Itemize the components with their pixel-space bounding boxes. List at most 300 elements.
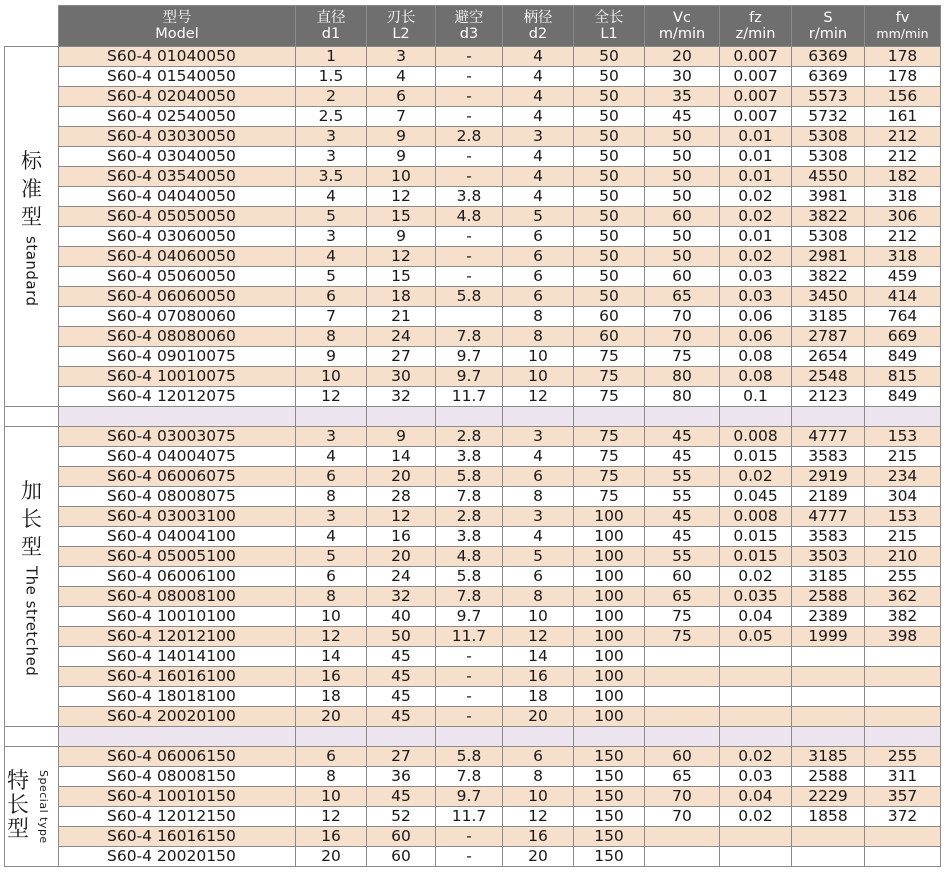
spacer-cell	[367, 727, 436, 747]
cell-l2: 7	[367, 107, 436, 127]
cell-l2: 28	[367, 487, 436, 507]
cell-model: S60-4 20020100	[59, 707, 296, 727]
cell-d2: 20	[503, 847, 574, 867]
cell-d1: 12	[296, 807, 367, 827]
cell-l1: 50	[574, 227, 645, 247]
spacer-cell	[792, 407, 865, 427]
section-label-box	[5, 770, 58, 844]
cell-l2: 3	[367, 47, 436, 67]
header-d1: 直径 d1	[296, 6, 367, 47]
cell-model: S60-4 06060050	[59, 287, 296, 307]
header-section	[5, 6, 59, 47]
cell-l1: 50	[574, 267, 645, 287]
cell-s: 5732	[792, 107, 865, 127]
table-row	[5, 587, 941, 607]
table-row	[5, 287, 941, 307]
cell-s: 2389	[792, 607, 865, 627]
spacer-cell	[59, 727, 296, 747]
cell-fv: 153	[865, 507, 941, 527]
cell-model: S60-4 01540050	[59, 67, 296, 87]
section-label-box	[5, 146, 58, 307]
cell-vc: 50	[645, 147, 720, 167]
cell-d3: -	[436, 647, 503, 667]
cell-fz: 0.03	[720, 267, 792, 287]
cell-s	[792, 707, 865, 727]
cell-fz: 0.08	[720, 347, 792, 367]
table-row	[5, 167, 941, 187]
cell-d1: 20	[296, 707, 367, 727]
table-row	[5, 767, 941, 787]
cell-vc	[645, 827, 720, 847]
cell-l2: 15	[367, 267, 436, 287]
cell-d3: 5.8	[436, 567, 503, 587]
cell-s: 3981	[792, 187, 865, 207]
cell-d2: 5	[503, 207, 574, 227]
cell-d1: 12	[296, 627, 367, 647]
cell-model: S60-4 18018100	[59, 687, 296, 707]
cell-d1: 9	[296, 347, 367, 367]
cell-s	[792, 667, 865, 687]
cell-d2: 4	[503, 187, 574, 207]
cell-s: 2981	[792, 247, 865, 267]
section-cn-char: 长	[21, 507, 42, 532]
cell-d2: 12	[503, 807, 574, 827]
cell-d2: 10	[503, 347, 574, 367]
cell-d3: 5.8	[436, 467, 503, 487]
cell-fz: 0.02	[720, 747, 792, 767]
table-row	[5, 567, 941, 587]
cell-model: S60-4 03060050	[59, 227, 296, 247]
cell-d3: 7.8	[436, 327, 503, 347]
cell-l2: 14	[367, 447, 436, 467]
cell-vc: 60	[645, 567, 720, 587]
cell-model: S60-4 04004100	[59, 527, 296, 547]
cell-model: S60-4 20020150	[59, 847, 296, 867]
cell-vc: 80	[645, 387, 720, 407]
cell-model: S60-4 12012150	[59, 807, 296, 827]
cell-l1: 50	[574, 207, 645, 227]
cell-d1: 5	[296, 547, 367, 567]
table-row	[5, 107, 941, 127]
cell-d2: 16	[503, 667, 574, 687]
cell-d2: 8	[503, 307, 574, 327]
cell-l2: 12	[367, 507, 436, 527]
cell-vc: 55	[645, 547, 720, 567]
section-label	[5, 427, 59, 727]
cell-d1: 10	[296, 787, 367, 807]
cell-l2: 15	[367, 207, 436, 227]
cell-l1: 150	[574, 787, 645, 807]
section-cn-label	[21, 146, 42, 232]
cell-model: S60-4 09010075	[59, 347, 296, 367]
cell-l2: 9	[367, 147, 436, 167]
cell-l2: 32	[367, 587, 436, 607]
cell-vc	[645, 687, 720, 707]
cell-vc: 45	[645, 427, 720, 447]
cell-l2: 24	[367, 327, 436, 347]
cell-d3: 5.8	[436, 747, 503, 767]
cell-s: 2123	[792, 387, 865, 407]
cell-fz: 0.08	[720, 367, 792, 387]
cell-model: S60-4 07080060	[59, 307, 296, 327]
cell-vc: 70	[645, 327, 720, 347]
cell-l2: 45	[367, 667, 436, 687]
cell-l2: 16	[367, 527, 436, 547]
cell-d3: 9.7	[436, 347, 503, 367]
cell-l1: 50	[574, 247, 645, 267]
cell-model: S60-4 03003100	[59, 507, 296, 527]
cell-d3: -	[436, 67, 503, 87]
spacer-cell	[5, 727, 59, 747]
cell-d1: 5	[296, 267, 367, 287]
cell-s	[792, 847, 865, 867]
spacer-cell	[865, 727, 941, 747]
cell-model: S60-4 06006075	[59, 467, 296, 487]
cell-vc: 55	[645, 467, 720, 487]
cell-fz: 0.04	[720, 607, 792, 627]
table-row	[5, 247, 941, 267]
cell-fv: 306	[865, 207, 941, 227]
cell-d3: -	[436, 827, 503, 847]
table-row	[5, 447, 941, 467]
cell-d2: 10	[503, 787, 574, 807]
cell-l2: 50	[367, 627, 436, 647]
spacer-cell	[645, 727, 720, 747]
cell-l1: 50	[574, 67, 645, 87]
cell-d3: 7.8	[436, 587, 503, 607]
cell-s: 5573	[792, 87, 865, 107]
table-row	[5, 227, 941, 247]
cell-d3: -	[436, 147, 503, 167]
cell-fz: 0.01	[720, 127, 792, 147]
cell-fz: 0.01	[720, 167, 792, 187]
spacer-cell	[296, 727, 367, 747]
cell-vc: 45	[645, 447, 720, 467]
cell-fz: 0.035	[720, 587, 792, 607]
cell-fv	[865, 667, 941, 687]
cell-model: S60-4 16016150	[59, 827, 296, 847]
cell-vc: 75	[645, 607, 720, 627]
cell-s	[792, 687, 865, 707]
cell-d1: 6	[296, 567, 367, 587]
cell-fz	[720, 647, 792, 667]
cell-d2: 8	[503, 487, 574, 507]
cell-l2: 27	[367, 747, 436, 767]
cell-vc: 45	[645, 507, 720, 527]
table-row	[5, 847, 941, 867]
cell-d3: 9.7	[436, 367, 503, 387]
cell-vc: 65	[645, 587, 720, 607]
table-row	[5, 827, 941, 847]
cell-l2: 9	[367, 427, 436, 447]
cell-d2: 16	[503, 827, 574, 847]
cell-s: 2787	[792, 327, 865, 347]
cell-vc: 70	[645, 787, 720, 807]
cell-d2: 3	[503, 507, 574, 527]
cell-l2: 27	[367, 347, 436, 367]
cell-l2: 36	[367, 767, 436, 787]
table-row	[5, 127, 941, 147]
cell-fz: 0.045	[720, 487, 792, 507]
cell-d1: 10	[296, 607, 367, 627]
cell-vc: 20	[645, 47, 720, 67]
cell-vc: 65	[645, 287, 720, 307]
table-row	[5, 47, 941, 67]
cell-d2: 14	[503, 647, 574, 667]
cell-l2: 9	[367, 127, 436, 147]
section-spacer-row	[5, 407, 941, 427]
table-row	[5, 707, 941, 727]
cell-l2: 18	[367, 287, 436, 307]
header-vc: Vc m/min	[645, 6, 720, 47]
cell-l1: 50	[574, 87, 645, 107]
cell-l2: 21	[367, 307, 436, 327]
cell-l1: 150	[574, 767, 645, 787]
cell-fv: 255	[865, 747, 941, 767]
table-row	[5, 667, 941, 687]
table-row	[5, 647, 941, 667]
cell-fz	[720, 667, 792, 687]
cell-fz: 0.03	[720, 287, 792, 307]
cell-l1: 150	[574, 847, 645, 867]
cell-s: 4550	[792, 167, 865, 187]
cell-vc	[645, 647, 720, 667]
cell-l1: 150	[574, 827, 645, 847]
cell-model: S60-4 05005100	[59, 547, 296, 567]
cell-fv: 178	[865, 47, 941, 67]
cell-d1: 8	[296, 767, 367, 787]
cell-s: 3185	[792, 567, 865, 587]
cell-fv: 398	[865, 627, 941, 647]
cell-model: S60-4 04060050	[59, 247, 296, 267]
cell-d1: 20	[296, 847, 367, 867]
cell-fz: 0.015	[720, 547, 792, 567]
cell-vc: 35	[645, 87, 720, 107]
cell-d2: 6	[503, 247, 574, 267]
cell-fv: 210	[865, 547, 941, 567]
cell-l2: 20	[367, 467, 436, 487]
cell-d1: 3	[296, 147, 367, 167]
cell-model: S60-4 03040050	[59, 147, 296, 167]
table-row	[5, 87, 941, 107]
cell-fv: 255	[865, 567, 941, 587]
cell-l1: 50	[574, 287, 645, 307]
section-cn-char: 准	[21, 177, 42, 202]
cell-s: 3583	[792, 447, 865, 467]
cell-fv: 459	[865, 267, 941, 287]
cell-l2: 45	[367, 687, 436, 707]
table-row	[5, 467, 941, 487]
cell-d2: 4	[503, 167, 574, 187]
cell-vc: 60	[645, 747, 720, 767]
cell-l2: 45	[367, 787, 436, 807]
section-cn-label	[21, 476, 42, 562]
section-label-box	[5, 476, 58, 676]
cell-fz: 0.007	[720, 67, 792, 87]
cell-d3: 4.8	[436, 207, 503, 227]
cell-d3: 2.8	[436, 507, 503, 527]
cell-model: S60-4 12012075	[59, 387, 296, 407]
cell-fv: 212	[865, 127, 941, 147]
header-d3: 避空 d3	[436, 6, 503, 47]
cell-s: 2548	[792, 367, 865, 387]
cell-fz: 0.008	[720, 507, 792, 527]
cell-s: 3822	[792, 207, 865, 227]
cell-d3: 4.8	[436, 547, 503, 567]
cell-d1: 10	[296, 367, 367, 387]
cell-model: S60-4 10010075	[59, 367, 296, 387]
cell-d1: 1	[296, 47, 367, 67]
section-cn-char: 型	[21, 535, 42, 560]
cell-fz	[720, 827, 792, 847]
cell-s: 1858	[792, 807, 865, 827]
cell-d3: 2.8	[436, 427, 503, 447]
cell-l1: 50	[574, 107, 645, 127]
table-row	[5, 627, 941, 647]
section-label	[5, 747, 59, 867]
cell-l1: 150	[574, 807, 645, 827]
cell-vc: 45	[645, 527, 720, 547]
spacer-cell	[436, 727, 503, 747]
header-row	[5, 6, 941, 47]
spacer-cell	[296, 407, 367, 427]
section-en-label: standard	[22, 236, 41, 307]
cell-d2: 4	[503, 527, 574, 547]
cell-d3: -	[436, 167, 503, 187]
cell-d1: 4	[296, 447, 367, 467]
table-row	[5, 67, 941, 87]
cell-d2: 4	[503, 107, 574, 127]
cell-fz: 0.06	[720, 327, 792, 347]
cell-d3: 7.8	[436, 487, 503, 507]
cell-fv: 156	[865, 87, 941, 107]
cell-d3: -	[436, 247, 503, 267]
section-en-label: Special type	[37, 769, 50, 844]
cell-model: S60-4 08008150	[59, 767, 296, 787]
cell-l1: 50	[574, 187, 645, 207]
cell-d3: 11.7	[436, 387, 503, 407]
cell-fv: 212	[865, 227, 941, 247]
cell-vc: 45	[645, 107, 720, 127]
section-cn-label	[7, 770, 29, 842]
table-row	[5, 147, 941, 167]
cell-l1: 100	[574, 507, 645, 527]
cell-model: S60-4 08008100	[59, 587, 296, 607]
cell-d2: 4	[503, 47, 574, 67]
cell-l1: 60	[574, 307, 645, 327]
section-cn-char: 标	[21, 149, 42, 174]
cell-d1: 16	[296, 667, 367, 687]
cell-d2: 18	[503, 687, 574, 707]
cell-fv: 153	[865, 427, 941, 447]
cell-model: S60-4 06006150	[59, 747, 296, 767]
cell-vc: 55	[645, 487, 720, 507]
cell-s: 3450	[792, 287, 865, 307]
cell-d1: 3	[296, 427, 367, 447]
cell-d1: 16	[296, 827, 367, 847]
cell-l1: 75	[574, 487, 645, 507]
cell-fv: 849	[865, 387, 941, 407]
table-row	[5, 787, 941, 807]
cell-vc: 30	[645, 67, 720, 87]
cell-d1: 7	[296, 307, 367, 327]
cell-model: S60-4 05050050	[59, 207, 296, 227]
spacer-cell	[792, 727, 865, 747]
cell-l1: 100	[574, 647, 645, 667]
cell-vc: 70	[645, 307, 720, 327]
spacer-cell	[645, 407, 720, 427]
header-model: 型号 Model	[59, 6, 296, 47]
cell-model: S60-4 01040050	[59, 47, 296, 67]
cell-d3: 2.8	[436, 127, 503, 147]
cell-d2: 5	[503, 547, 574, 567]
cell-fv	[865, 707, 941, 727]
cell-s: 4777	[792, 427, 865, 447]
cell-d2: 6	[503, 267, 574, 287]
cell-fv: 215	[865, 527, 941, 547]
cell-d1: 18	[296, 687, 367, 707]
cell-d1: 3	[296, 507, 367, 527]
table-row	[5, 387, 941, 407]
spacer-cell	[574, 727, 645, 747]
cell-vc: 70	[645, 807, 720, 827]
cell-l1: 75	[574, 387, 645, 407]
cell-fv: 669	[865, 327, 941, 347]
cell-l2: 45	[367, 707, 436, 727]
cell-fz: 0.03	[720, 767, 792, 787]
cell-d2: 6	[503, 227, 574, 247]
cell-l2: 24	[367, 567, 436, 587]
cell-d1: 4	[296, 187, 367, 207]
cell-s: 4777	[792, 507, 865, 527]
table-row	[5, 327, 941, 347]
spacer-cell	[503, 407, 574, 427]
cell-d1: 6	[296, 467, 367, 487]
spacer-cell	[865, 407, 941, 427]
spacer-cell	[720, 727, 792, 747]
cell-model: S60-4 03003075	[59, 427, 296, 447]
cell-model: S60-4 10010150	[59, 787, 296, 807]
cell-l1: 75	[574, 427, 645, 447]
table-row	[5, 367, 941, 387]
cell-l1: 75	[574, 347, 645, 367]
cell-fv: 318	[865, 187, 941, 207]
table-row	[5, 307, 941, 327]
cell-s	[792, 647, 865, 667]
cell-d1: 3	[296, 127, 367, 147]
cell-vc: 60	[645, 207, 720, 227]
table-row	[5, 507, 941, 527]
cell-fv: 304	[865, 487, 941, 507]
spacer-cell	[503, 727, 574, 747]
table-row	[5, 687, 941, 707]
cell-d2: 12	[503, 387, 574, 407]
table-row	[5, 487, 941, 507]
cell-fz: 0.007	[720, 47, 792, 67]
spacer-cell	[720, 407, 792, 427]
cell-l1: 50	[574, 147, 645, 167]
cell-d1: 8	[296, 587, 367, 607]
cell-l1: 50	[574, 47, 645, 67]
cell-l2: 60	[367, 827, 436, 847]
cell-l2: 10	[367, 167, 436, 187]
cell-fv	[865, 827, 941, 847]
cell-d2: 3	[503, 127, 574, 147]
cell-model: S60-4 03030050	[59, 127, 296, 147]
cell-fv: 178	[865, 67, 941, 87]
cell-l2: 32	[367, 387, 436, 407]
cell-d2: 3	[503, 427, 574, 447]
